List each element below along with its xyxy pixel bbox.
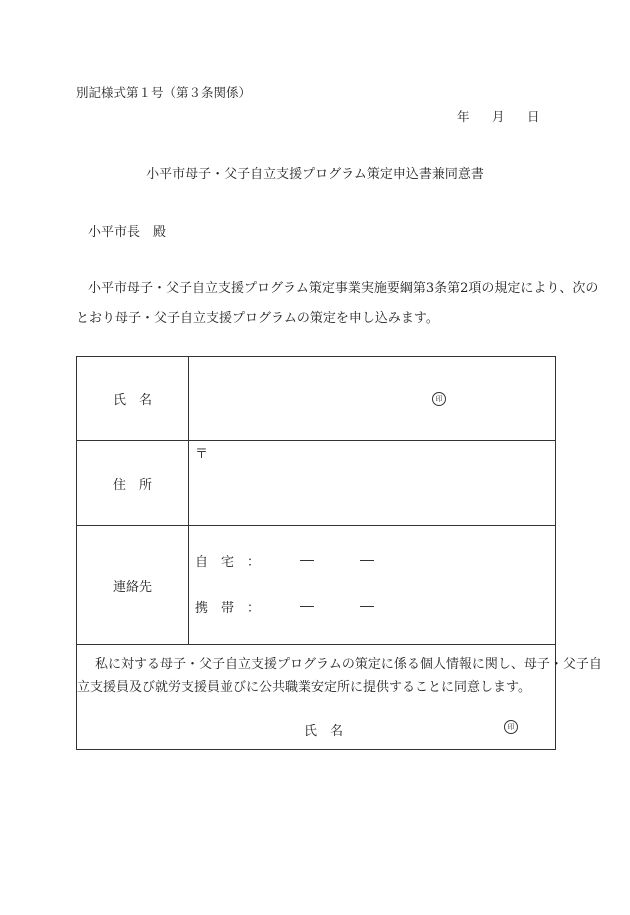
home-phone-dash-2 — [360, 560, 374, 561]
consent-section — [77, 645, 602, 750]
name-label: 氏 名 — [77, 357, 189, 441]
contact-field[interactable] — [189, 526, 556, 645]
body-text-line-2: とおり母子・父子自立支援プログラムの策定を申し込みます。 — [76, 311, 439, 326]
consent-row — [77, 645, 556, 750]
addressee: 小平市長 殿 — [88, 225, 167, 240]
address-field[interactable] — [189, 441, 556, 526]
date-day-label: 日 — [527, 109, 540, 124]
consent-text-line-2: 立支援員及び就労支援員並びに公共職業安定所に提供することに同意します。 — [77, 680, 531, 695]
contact-row — [77, 526, 556, 645]
address-row — [77, 441, 556, 526]
home-phone-label: 自 宅 ： — [195, 555, 261, 570]
consent-name-label: 氏 名 — [304, 724, 344, 739]
consent-text-line-1: 私に対する母子・父子自立支援プログラムの策定に係る個人情報に関し、母子・父子自 — [95, 657, 602, 672]
home-phone-dash-1 — [300, 560, 314, 561]
document-title: 小平市母子・父子自立支援プログラム策定申込書兼同意書 — [146, 167, 484, 182]
application-form-table — [76, 356, 602, 750]
date-year-label: 年 — [457, 109, 470, 124]
form-reference: 別記様式第１号（第３条関係） — [76, 85, 252, 100]
body-text-line-1: 小平市母子・父子自立支援プログラム策定事業実施要綱第3条第2項の規定により、次の — [88, 281, 599, 296]
contact-label: 連絡先 — [77, 526, 189, 645]
mobile-phone-label: 携 帯 ： — [195, 601, 261, 616]
address-label: 住 所 — [77, 441, 189, 526]
postal-mark: 〒 — [195, 447, 209, 462]
mobile-phone-dash-2 — [360, 606, 374, 607]
name-row — [77, 357, 556, 441]
mobile-phone-dash-1 — [300, 606, 314, 607]
date-month-label: 月 — [492, 109, 505, 124]
seal-mark-icon: 印 — [432, 392, 446, 406]
consent-seal-mark-icon: 印 — [504, 720, 518, 734]
name-field[interactable] — [189, 357, 556, 441]
